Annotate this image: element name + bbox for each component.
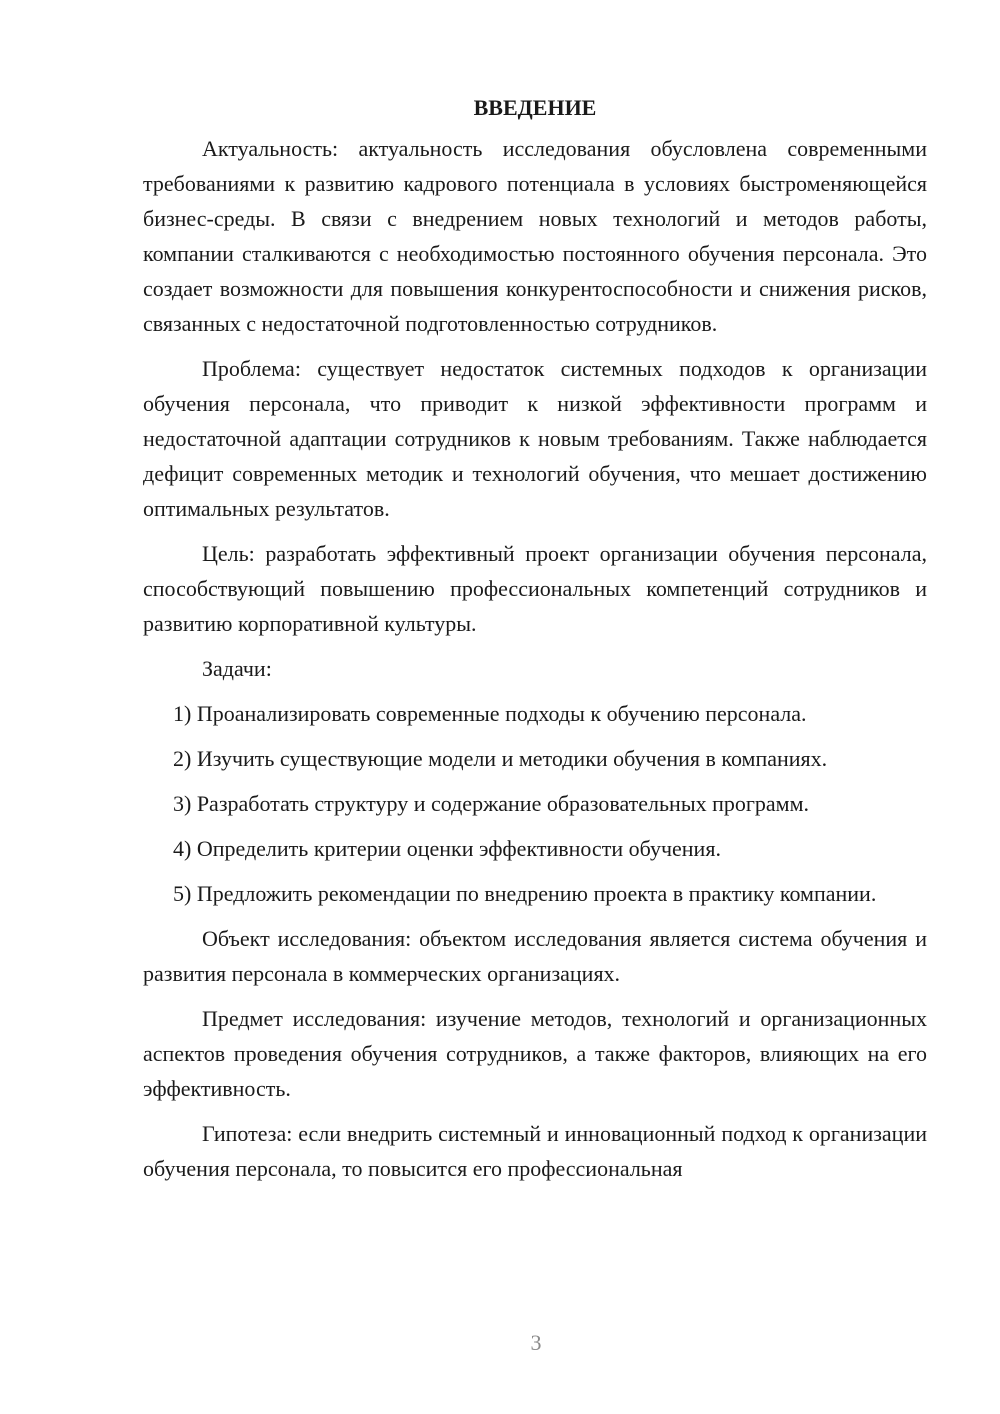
task-item-5: 5) Предложить рекомендации по внедрению проекта в практику компании. xyxy=(173,881,877,906)
paragraph-goal: Цель: разработать эффективный проект организации обучения персонала, способствующий повышению профессиональных компетенций сотрудников и развитию корпоративной культуры. xyxy=(143,541,927,636)
paragraph-relevance: Актуальность: актуальность исследования обусловлена современными требованиями к развитию кадрового потенциала в условиях быстроменяющейся бизнес-среды. В связи с внедрением новых технологий и методов работы, компании сталкиваются с необходимостью постоянного обучения персонала. Это создает возможности для повышения конкурентоспособности и снижения рисков, связанных с недостаточной подготовленностью сотрудников. xyxy=(143,136,927,336)
page-number: 3 xyxy=(530,1330,542,1355)
tasks-label: Задачи: xyxy=(202,656,272,681)
page-heading: ВВЕДЕНИЕ xyxy=(473,95,597,120)
task-item-3: 3) Разработать структуру и содержание образовательных программ. xyxy=(173,791,810,816)
task-item-2: 2) Изучить существующие модели и методики обучения в компаниях. xyxy=(173,746,828,771)
task-item-1: 1) Проанализировать современные подходы к обучению персонала. xyxy=(173,701,807,726)
page-content xyxy=(143,90,927,1196)
paragraph-hypothesis: Гипотеза: если внедрить системный и инновационный подход к организации обучения персонала, то повысится его профессиональная xyxy=(143,1121,927,1181)
paragraph-problem: Проблема: существует недостаток системных подходов к организации обучения персонала, что приводит к низкой эффективности программ и недостаточной адаптации сотрудников к новым требованиям. Также наблюдается дефицит современных методик и технологий обучения, что мешает достижению оптимальных результатов. xyxy=(143,356,927,521)
paragraph-object: Объект исследования: объектом исследования является система обучения и развития персонала в коммерческих организациях. xyxy=(143,926,927,986)
paragraph-subject: Предмет исследования: изучение методов, технологий и организационных аспектов проведения обучения сотрудников, а также факторов, влияющих на его эффективность. xyxy=(143,1006,927,1101)
task-item-4: 4) Определить критерии оценки эффективности обучения. xyxy=(173,836,721,861)
